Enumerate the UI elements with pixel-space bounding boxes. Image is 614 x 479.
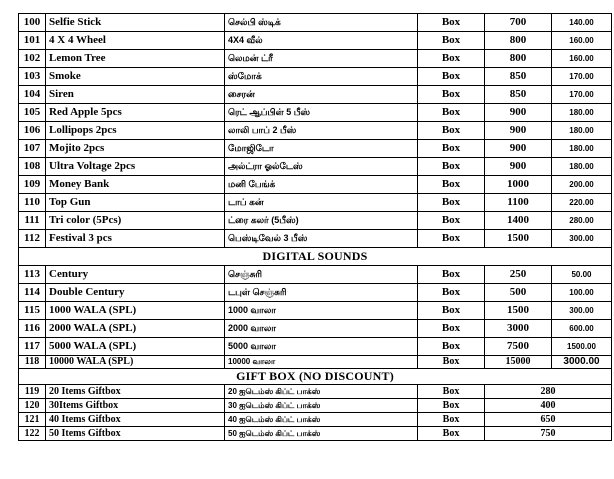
- item-name: Siren: [46, 86, 225, 104]
- table-row: [19, 194, 612, 212]
- item-name-tamil: 30 ஐடெம்ஸ் கிப்ட் பாக்ஸ்: [225, 399, 418, 413]
- item-number: 121: [19, 413, 46, 427]
- price: 1400: [485, 212, 552, 230]
- price: 900: [485, 104, 552, 122]
- net-price: 300.00: [552, 302, 612, 320]
- price: 750: [485, 427, 612, 441]
- price: 900: [485, 140, 552, 158]
- net-price: 180.00: [552, 140, 612, 158]
- table-row: [19, 14, 612, 32]
- unit: Box: [418, 122, 485, 140]
- table-row: [19, 140, 612, 158]
- unit: Box: [418, 385, 485, 399]
- section-heading-row: [19, 369, 612, 385]
- net-price: 50.00: [552, 266, 612, 284]
- table-row: [19, 230, 612, 248]
- price: 1500: [485, 230, 552, 248]
- item-name-tamil: மோஜிடோ: [225, 140, 418, 158]
- table-row: [19, 356, 612, 369]
- item-name-tamil: மனி பேங்க்: [225, 176, 418, 194]
- item-number: 100: [19, 14, 46, 32]
- table-row: [19, 338, 612, 356]
- net-price: 170.00: [552, 86, 612, 104]
- unit: Box: [418, 399, 485, 413]
- item-number: 119: [19, 385, 46, 399]
- net-price: 140.00: [552, 14, 612, 32]
- item-name: Mojito 2pcs: [46, 140, 225, 158]
- item-name: 4 X 4 Wheel: [46, 32, 225, 50]
- price: 1500: [485, 302, 552, 320]
- unit: Box: [418, 50, 485, 68]
- price: 250: [485, 266, 552, 284]
- net-price: 180.00: [552, 104, 612, 122]
- item-number: 108: [19, 158, 46, 176]
- unit: Box: [418, 338, 485, 356]
- table-row: [19, 284, 612, 302]
- net-price: 3000.00: [552, 356, 612, 369]
- item-name-tamil: ட்ரை கலர் (5பீஸ்): [225, 212, 418, 230]
- unit: Box: [418, 32, 485, 50]
- unit: Box: [418, 230, 485, 248]
- table-row: [19, 32, 612, 50]
- item-name-tamil: அல்ட்ரா ஓல்டேஸ்: [225, 158, 418, 176]
- unit: Box: [418, 356, 485, 369]
- net-price: 100.00: [552, 284, 612, 302]
- item-number: 105: [19, 104, 46, 122]
- item-name-tamil: டபுள் செஞ்சுரி: [225, 284, 418, 302]
- item-number: 107: [19, 140, 46, 158]
- unit: Box: [418, 176, 485, 194]
- unit: Box: [418, 266, 485, 284]
- item-number: 102: [19, 50, 46, 68]
- price: 400: [485, 399, 612, 413]
- price: 7500: [485, 338, 552, 356]
- net-price: 170.00: [552, 68, 612, 86]
- item-name: 30Items Giftbox: [46, 399, 225, 413]
- item-name: Ultra Voltage 2pcs: [46, 158, 225, 176]
- item-number: 104: [19, 86, 46, 104]
- item-number: 112: [19, 230, 46, 248]
- item-name: Smoke: [46, 68, 225, 86]
- unit: Box: [418, 194, 485, 212]
- section-heading: DIGITAL SOUNDS: [19, 248, 612, 266]
- net-price: 160.00: [552, 32, 612, 50]
- item-name-tamil: செல்பி ஸ்டிக்: [225, 14, 418, 32]
- item-name: 5000 WALA (SPL): [46, 338, 225, 356]
- net-price: 300.00: [552, 230, 612, 248]
- net-price: 160.00: [552, 50, 612, 68]
- item-name-tamil: சைரன்: [225, 86, 418, 104]
- item-number: 120: [19, 399, 46, 413]
- item-name-tamil: 20 ஐடெம்ஸ் கிப்ட் பாக்ஸ்: [225, 385, 418, 399]
- price: 900: [485, 158, 552, 176]
- item-number: 122: [19, 427, 46, 441]
- item-name-tamil: டாப் கன்: [225, 194, 418, 212]
- unit: Box: [418, 86, 485, 104]
- item-number: 101: [19, 32, 46, 50]
- item-name: 2000 WALA (SPL): [46, 320, 225, 338]
- item-name: Selfie Stick: [46, 14, 225, 32]
- table-row: [19, 399, 612, 413]
- price: 1000: [485, 176, 552, 194]
- item-name-tamil: செஞ்சுரி: [225, 266, 418, 284]
- table-row: [19, 176, 612, 194]
- item-name: Lemon Tree: [46, 50, 225, 68]
- item-name: Red Apple 5pcs: [46, 104, 225, 122]
- item-number: 110: [19, 194, 46, 212]
- item-number: 115: [19, 302, 46, 320]
- price: 650: [485, 413, 612, 427]
- item-number: 106: [19, 122, 46, 140]
- table-row: [19, 122, 612, 140]
- price: 280: [485, 385, 612, 399]
- item-name-tamil: பெஸ்டிவேல் 3 பீஸ்: [225, 230, 418, 248]
- table-row: [19, 320, 612, 338]
- table-row: [19, 212, 612, 230]
- net-price: 280.00: [552, 212, 612, 230]
- item-name-tamil: 5000 வாலா: [225, 338, 418, 356]
- unit: Box: [418, 158, 485, 176]
- item-number: 103: [19, 68, 46, 86]
- unit: Box: [418, 284, 485, 302]
- price: 700: [485, 14, 552, 32]
- item-name-tamil: ஸ்மோக்: [225, 68, 418, 86]
- item-name: 10000 WALA (SPL): [46, 356, 225, 369]
- section-heading-row: [19, 248, 612, 266]
- item-name: 1000 WALA (SPL): [46, 302, 225, 320]
- table-row: [19, 266, 612, 284]
- price: 850: [485, 86, 552, 104]
- item-name: Tri color (5Pcs): [46, 212, 225, 230]
- unit: Box: [418, 427, 485, 441]
- unit: Box: [418, 14, 485, 32]
- price: 500: [485, 284, 552, 302]
- table-row: [19, 413, 612, 427]
- item-number: 113: [19, 266, 46, 284]
- item-name-tamil: லாலி பாப் 2 பீஸ்: [225, 122, 418, 140]
- section-heading: GIFT BOX (NO DISCOUNT): [19, 369, 612, 385]
- item-name-tamil: 2000 வாலா: [225, 320, 418, 338]
- unit: Box: [418, 140, 485, 158]
- item-number: 109: [19, 176, 46, 194]
- item-name: Lollipops 2pcs: [46, 122, 225, 140]
- net-price: 180.00: [552, 158, 612, 176]
- net-price: 180.00: [552, 122, 612, 140]
- item-name: Money Bank: [46, 176, 225, 194]
- unit: Box: [418, 212, 485, 230]
- table-row: [19, 50, 612, 68]
- table-row: [19, 158, 612, 176]
- item-name: 20 Items Giftbox: [46, 385, 225, 399]
- table-row: [19, 427, 612, 441]
- item-name-tamil: 50 ஐடெம்ஸ் கிப்ட் பாக்ஸ்: [225, 427, 418, 441]
- table-row: [19, 86, 612, 104]
- item-name: Top Gun: [46, 194, 225, 212]
- price: 850: [485, 68, 552, 86]
- item-name-tamil: லெமன் ட்ரீ: [225, 50, 418, 68]
- table-row: [19, 302, 612, 320]
- net-price: 1500.00: [552, 338, 612, 356]
- item-number: 111: [19, 212, 46, 230]
- item-name: 50 Items Giftbox: [46, 427, 225, 441]
- table-row: [19, 385, 612, 399]
- item-number: 117: [19, 338, 46, 356]
- item-number: 118: [19, 356, 46, 369]
- price: 900: [485, 122, 552, 140]
- item-name-tamil: 40 ஐடெம்ஸ் கிப்ட் பாக்ஸ்: [225, 413, 418, 427]
- item-name-tamil: 4X4 வீல்: [225, 32, 418, 50]
- net-price: 600.00: [552, 320, 612, 338]
- price: 800: [485, 32, 552, 50]
- item-name-tamil: 1000 வாலா: [225, 302, 418, 320]
- table-row: [19, 68, 612, 86]
- item-name-tamil: ரெட் ஆப்பிள் 5 பீஸ்: [225, 104, 418, 122]
- net-price: 220.00: [552, 194, 612, 212]
- price: 15000: [485, 356, 552, 369]
- item-name: Festival 3 pcs: [46, 230, 225, 248]
- unit: Box: [418, 413, 485, 427]
- item-name: Double Century: [46, 284, 225, 302]
- price: 800: [485, 50, 552, 68]
- item-number: 114: [19, 284, 46, 302]
- price-list-table: [18, 13, 612, 441]
- unit: Box: [418, 320, 485, 338]
- price: 1100: [485, 194, 552, 212]
- unit: Box: [418, 302, 485, 320]
- price: 3000: [485, 320, 552, 338]
- unit: Box: [418, 68, 485, 86]
- table-row: [19, 104, 612, 122]
- item-name-tamil: 10000 வாலா: [225, 356, 418, 369]
- item-name: 40 Items Giftbox: [46, 413, 225, 427]
- net-price: 200.00: [552, 176, 612, 194]
- item-name: Century: [46, 266, 225, 284]
- unit: Box: [418, 104, 485, 122]
- item-number: 116: [19, 320, 46, 338]
